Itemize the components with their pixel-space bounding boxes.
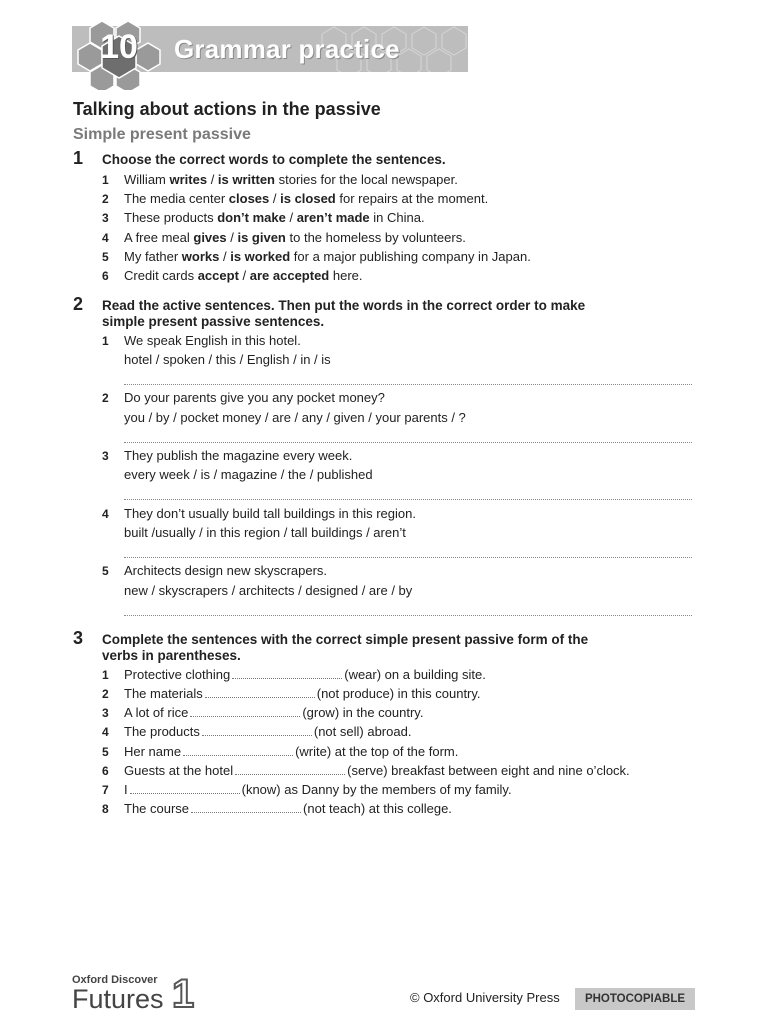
exercise-1-instruction: Choose the correct words to complete the sentences. xyxy=(102,152,446,167)
answer-line[interactable] xyxy=(124,615,692,616)
item-text: (serve) breakfast between eight and nine o’clock. xyxy=(347,763,630,778)
item-text: The products xyxy=(124,724,200,739)
word-prompt: every week / is / magazine / the / published xyxy=(124,467,373,482)
copyright-notice: © Oxford University Press xyxy=(410,990,560,1005)
item-number: 1 xyxy=(102,668,109,682)
logo-brand-text: Oxford Discover xyxy=(72,974,158,986)
exercise-3-item xyxy=(102,667,486,682)
exercise-1-item xyxy=(102,191,488,206)
exercise-1-number: 1 xyxy=(73,148,84,168)
item-number: 4 xyxy=(102,231,109,245)
item-number: 8 xyxy=(102,802,109,816)
option-1[interactable]: accept xyxy=(197,268,239,283)
item-number: 1 xyxy=(102,173,109,187)
item-text: (grow) in the country. xyxy=(302,705,424,720)
page-title: Grammar practice xyxy=(174,34,400,64)
item-number: 5 xyxy=(102,250,109,264)
exercise-3-item xyxy=(102,782,512,797)
item-number: 6 xyxy=(102,764,109,778)
item-text: (write) at the top of the form. xyxy=(295,744,459,759)
item-number: 2 xyxy=(102,192,109,206)
active-sentence: They don’t usually build tall buildings in this region. xyxy=(124,506,416,521)
item-number: 6 xyxy=(102,269,109,283)
active-sentence: Architects design new skyscrapers. xyxy=(124,563,328,578)
exercise-3-item xyxy=(102,724,411,739)
item-text: These products xyxy=(124,210,218,225)
active-sentence: They publish the magazine every week. xyxy=(124,448,353,463)
logo-level-number: 1 xyxy=(172,972,195,1016)
item-text: Credit cards xyxy=(124,268,198,283)
item-text: to the homeless by volunteers. xyxy=(285,230,466,245)
item-text: The media center xyxy=(124,191,229,206)
oxford-discover-futures-logo xyxy=(72,974,202,1014)
option-1[interactable]: writes xyxy=(169,172,208,187)
item-text: A lot of rice xyxy=(124,705,189,720)
exercise-3-item xyxy=(102,744,458,759)
word-prompt: new / skyscrapers / architects / designed / are / by xyxy=(124,583,413,598)
item-text: (not produce) in this country. xyxy=(316,686,481,701)
item-text: The materials xyxy=(124,686,203,701)
item-text: for repairs at the moment. xyxy=(335,191,489,206)
item-text: Protective clothing xyxy=(124,667,231,682)
exercise-3-item xyxy=(102,705,423,720)
option-separator: / xyxy=(207,172,218,187)
item-number: 4 xyxy=(102,725,109,739)
exercise-2-item xyxy=(102,563,327,578)
item-number: 1 xyxy=(102,334,109,348)
logo-series-text: Futures xyxy=(72,984,164,1014)
answer-line[interactable] xyxy=(124,557,692,558)
item-text: The course xyxy=(124,801,190,816)
option-1[interactable]: works xyxy=(181,249,220,264)
answer-blank[interactable] xyxy=(232,667,342,679)
exercise-1-item xyxy=(102,230,466,245)
item-number: 3 xyxy=(102,706,109,720)
option-2[interactable]: is worked xyxy=(230,249,291,264)
answer-blank[interactable] xyxy=(205,686,315,698)
option-separator: / xyxy=(269,191,281,206)
exercise-3-number: 3 xyxy=(73,628,84,648)
section-heading: Talking about actions in the passive xyxy=(73,99,381,119)
exercise-1-item xyxy=(102,172,458,187)
item-text: (wear) on a building site. xyxy=(344,667,486,682)
option-separator: / xyxy=(219,249,231,264)
item-number: 5 xyxy=(102,564,109,578)
option-2[interactable]: is given xyxy=(237,230,286,245)
exercise-3-instruction: Complete the sentences with the correct simple present passive form of the verbs in parentheses. xyxy=(102,632,589,663)
item-text: A free meal xyxy=(124,230,194,245)
answer-blank[interactable] xyxy=(183,744,293,756)
item-number: 3 xyxy=(102,449,109,463)
answer-blank[interactable] xyxy=(235,763,345,775)
answer-blank[interactable] xyxy=(202,724,312,736)
item-text: Guests at the hotel xyxy=(124,763,234,778)
answer-blank[interactable] xyxy=(130,782,240,794)
option-2[interactable]: aren’t made xyxy=(296,210,370,225)
exercise-3-item xyxy=(102,801,452,816)
exercise-3-item xyxy=(102,686,481,701)
item-text: William xyxy=(124,172,170,187)
answer-blank[interactable] xyxy=(191,801,301,813)
item-number: 7 xyxy=(102,783,109,797)
exercise-1-item xyxy=(102,268,363,283)
option-1[interactable]: don’t make xyxy=(217,210,286,225)
answer-line[interactable] xyxy=(124,384,692,385)
exercise-2-instruction: Read the active sentences. Then put the words in the correct order to make simple present passive sentences. xyxy=(102,298,586,329)
item-text: here. xyxy=(329,268,363,283)
option-separator: / xyxy=(285,210,297,225)
item-text: for a major publishing company in Japan. xyxy=(290,249,531,264)
option-1[interactable]: gives xyxy=(193,230,227,245)
active-sentence: Do your parents give you any pocket money? xyxy=(124,390,385,405)
item-text: (not teach) at this college. xyxy=(303,801,452,816)
item-number: 2 xyxy=(102,687,109,701)
exercise-3-item xyxy=(102,763,630,778)
item-text: (not sell) abroad. xyxy=(313,724,412,739)
exercise-2-item xyxy=(102,333,301,348)
option-1[interactable]: closes xyxy=(228,191,270,206)
item-text: Her name xyxy=(124,744,182,759)
item-text: in China. xyxy=(369,210,425,225)
active-sentence: We speak English in this hotel. xyxy=(124,333,301,348)
exercise-2-number: 2 xyxy=(73,294,84,314)
exercise-1-item xyxy=(102,210,425,225)
unit-number: 10 xyxy=(100,28,138,66)
option-2[interactable]: is written xyxy=(217,172,275,187)
item-number: 2 xyxy=(102,391,109,405)
word-prompt: hotel / spoken / this / English / in / is xyxy=(124,352,331,367)
item-text: (know) as Danny by the members of my family. xyxy=(241,782,512,797)
option-separator: / xyxy=(238,268,250,283)
word-prompt: built /usually / in this region / tall buildings / aren’t xyxy=(124,525,406,540)
option-2[interactable]: are accepted xyxy=(249,268,330,283)
item-number: 4 xyxy=(102,507,109,521)
photocopiable-badge: PHOTOCOPIABLE xyxy=(575,988,695,1010)
word-prompt: you / by / pocket money / are / any / given / your parents / ? xyxy=(124,410,466,425)
item-text: I xyxy=(124,782,128,797)
exercise-1-item xyxy=(102,249,531,264)
answer-blank[interactable] xyxy=(190,705,300,717)
exercise-2-item xyxy=(102,506,416,521)
answer-line[interactable] xyxy=(124,499,692,500)
item-text: stories for the local newspaper. xyxy=(275,172,458,187)
option-separator: / xyxy=(226,230,238,245)
item-text: My father xyxy=(124,249,182,264)
answer-line[interactable] xyxy=(124,442,692,443)
item-number: 5 xyxy=(102,745,109,759)
option-2[interactable]: is closed xyxy=(280,191,336,206)
exercise-2-item xyxy=(102,390,385,405)
exercise-2-item xyxy=(102,448,352,463)
item-number: 3 xyxy=(102,211,109,225)
section-subheading: Simple present passive xyxy=(73,126,251,143)
